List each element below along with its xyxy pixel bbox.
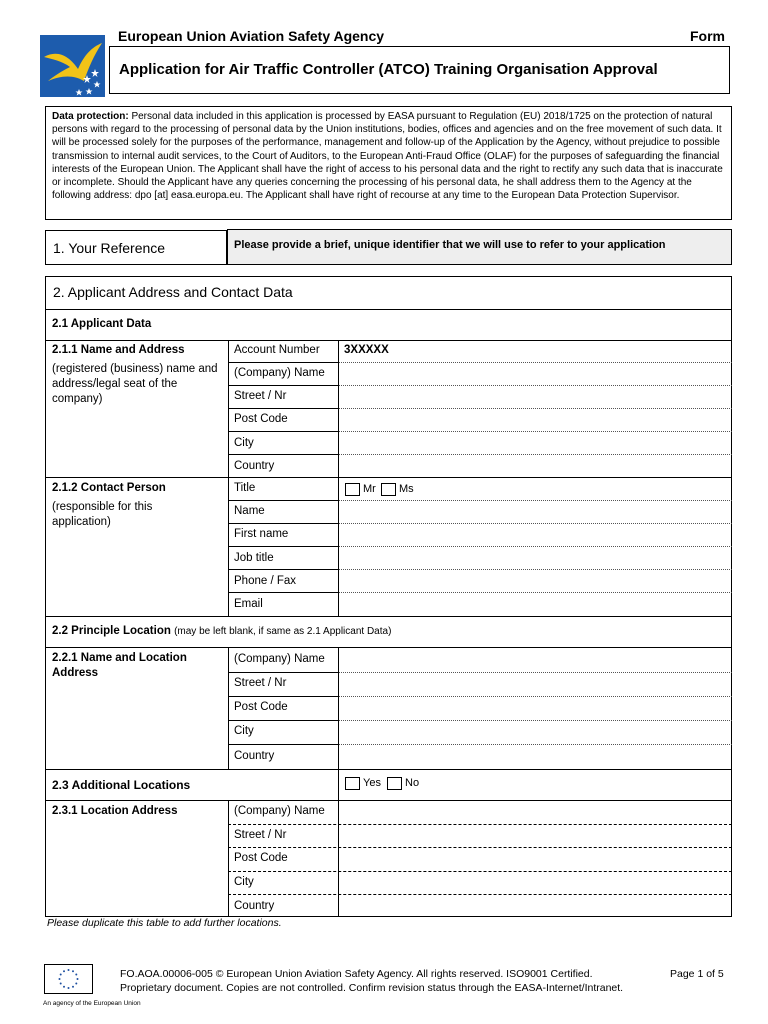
account-number-value[interactable]: 3XXXXX (344, 344, 389, 356)
addloc-label-street: Street / Nr (234, 829, 287, 841)
addloc-label-company-name: (Company) Name (234, 805, 325, 817)
title-field (338, 500, 732, 501)
section231-heading: 2.3.1 Location Address (52, 805, 178, 817)
section22-title: 2.2 Principle Location (52, 625, 171, 637)
job-title-field[interactable] (338, 569, 732, 570)
loc-post-code-field[interactable] (338, 720, 732, 721)
section22-heading (52, 625, 391, 637)
divider (228, 408, 338, 409)
street-field[interactable] (338, 408, 732, 409)
section212-note: (responsible for this application) (52, 501, 153, 528)
divider (228, 454, 338, 455)
form-label: Form (690, 28, 725, 44)
reference-heading-cell (45, 230, 227, 265)
section23-heading: 2.3 Additional Locations (52, 778, 191, 792)
agency-name: European Union Aviation Safety Agency (118, 28, 385, 44)
column-divider (338, 769, 339, 800)
column-divider (228, 800, 229, 917)
eu-stars-icon (45, 965, 92, 993)
field-label-street: Street / Nr (234, 390, 287, 402)
yes-checkbox[interactable] (345, 777, 360, 790)
divider (228, 362, 338, 363)
data-protection-label: Data protection: (52, 111, 129, 122)
divider (46, 340, 732, 341)
column-divider (338, 800, 339, 917)
reference-hint: Please provide a brief, unique identifier that we will use to refer to your application (234, 239, 666, 251)
loc-label-country: Country (234, 750, 275, 762)
field-label-phone-fax: Phone / Fax (234, 575, 297, 587)
divider (228, 696, 338, 697)
section211-note: (registered (business) name and address/legal seat of the company) (52, 363, 218, 405)
field-label-city: City (234, 437, 254, 449)
column-divider (338, 647, 339, 769)
applicant-address-table (45, 276, 732, 917)
divider (228, 546, 338, 547)
form-title: Application for Air Traffic Controller (ATCO) Training Organisation Approval (119, 61, 658, 78)
easa-logo (40, 35, 105, 97)
company-name-field[interactable] (338, 385, 732, 386)
column-divider (338, 340, 339, 616)
divider (46, 616, 732, 617)
divider (46, 309, 732, 310)
divider (228, 569, 338, 570)
addloc-label-country: Country (234, 900, 275, 912)
footer-copyright: FO.AOA.00006-005 © European Union Aviation Safety Agency. All rights reserved. ISO9001 Certified. (120, 968, 593, 980)
reference-input[interactable] (227, 229, 732, 265)
loc-label-city: City (234, 725, 254, 737)
section221-heading: 2.2.1 Name and Location Address (52, 652, 187, 679)
loc-label-post-code: Post Code (234, 701, 288, 713)
field-label-email: Email (234, 598, 263, 610)
data-protection-text: Personal data included in this application is processed by EASA pursuant to Regulation (EU) 2018/1725 on the protection of natural persons with regard to the processing of personal data by the Union institutions, bodies, offices and agencies and on the free movement of such data. It will be processed solely for the purposes of the performance, management and follow-up of the Application by the Agency, without prejudice to possible transmission to internal audit services, to the Court of Auditors, to the European Anti-Fraud Office (OLAF) for the purposes of safeguarding the financial interests of the European Union. The Applicant shall have the right of access to his personal data and the right to rectify any such data that is inaccurate or incomplete. Should the Applicant have any queries concerning the processing of his personal data, he shall address them to the Agency at the following address: dpo [at] easa.europa.eu. The Applicant shall have right of recourse at any time to the European Data Protection Supervisor. (52, 111, 723, 202)
section2-heading: 2. Applicant Address and Contact Data (53, 284, 293, 300)
loc-label-company-name: (Company) Name (234, 653, 325, 665)
eu-flag (44, 964, 93, 994)
name-field[interactable] (338, 523, 732, 524)
addloc-company-name-field[interactable] (228, 824, 732, 825)
divider (228, 744, 338, 745)
phone-fax-field[interactable] (338, 592, 732, 593)
field-label-first-name: First name (234, 528, 289, 540)
divider (228, 523, 338, 524)
addloc-label-post-code: Post Code (234, 852, 288, 864)
divider (228, 500, 338, 501)
city-field[interactable] (338, 454, 732, 455)
reference-heading: 1. Your Reference (53, 240, 166, 256)
loc-company-name-field[interactable] (338, 672, 732, 673)
yes-label: Yes (363, 777, 381, 789)
section22-note: (may be left blank, if same as 2.1 Applicant Data) (174, 626, 392, 637)
column-divider (228, 647, 229, 769)
title-box (109, 46, 730, 94)
duplicate-note: Please duplicate this table to add further locations. (47, 917, 282, 929)
account-number-field[interactable] (338, 362, 732, 363)
addloc-post-code-field[interactable] (228, 871, 732, 872)
no-label: No (405, 777, 420, 789)
column-divider (228, 340, 229, 616)
ms-label: Ms (399, 483, 414, 495)
field-label-account-number: Account Number (234, 344, 320, 356)
divider (46, 769, 732, 770)
field-label-title: Title (234, 482, 256, 494)
addloc-street-field[interactable] (228, 847, 732, 848)
loc-label-street: Street / Nr (234, 677, 287, 689)
eu-agency-note: An agency of the European Union (43, 1000, 141, 1007)
field-label-job-title: Job title (234, 552, 274, 564)
divider (46, 477, 732, 478)
footer-disclaimer: Proprietary document. Copies are not controlled. Confirm revision status through the EASA-Internet/Intranet. (120, 982, 624, 994)
first-name-field[interactable] (338, 546, 732, 547)
addloc-label-city: City (234, 876, 254, 888)
easa-bird-icon (40, 35, 105, 97)
loc-street-field[interactable] (338, 696, 732, 697)
mr-checkbox[interactable] (345, 483, 360, 496)
field-label-name: Name (234, 505, 265, 517)
loc-city-field[interactable] (338, 744, 732, 745)
divider (228, 431, 338, 432)
divider (228, 592, 338, 593)
field-label-post-code: Post Code (234, 413, 288, 425)
field-label-company-name: (Company) Name (234, 367, 325, 379)
no-checkbox[interactable] (387, 777, 402, 790)
addloc-city-field[interactable] (228, 894, 732, 895)
section212-heading: 2.1.2 Contact Person (52, 482, 166, 494)
divider (228, 672, 338, 673)
ms-checkbox[interactable] (381, 483, 396, 496)
field-label-country: Country (234, 460, 275, 472)
section21-heading: 2.1 Applicant Data (52, 318, 152, 330)
divider (228, 720, 338, 721)
page-number: Page 1 of 5 (670, 968, 724, 980)
divider (46, 647, 732, 648)
divider (46, 800, 732, 801)
mr-label: Mr (363, 483, 376, 495)
data-protection-notice (45, 106, 732, 220)
section211-heading: 2.1.1 Name and Address (52, 344, 185, 356)
post-code-field[interactable] (338, 431, 732, 432)
divider (228, 385, 338, 386)
